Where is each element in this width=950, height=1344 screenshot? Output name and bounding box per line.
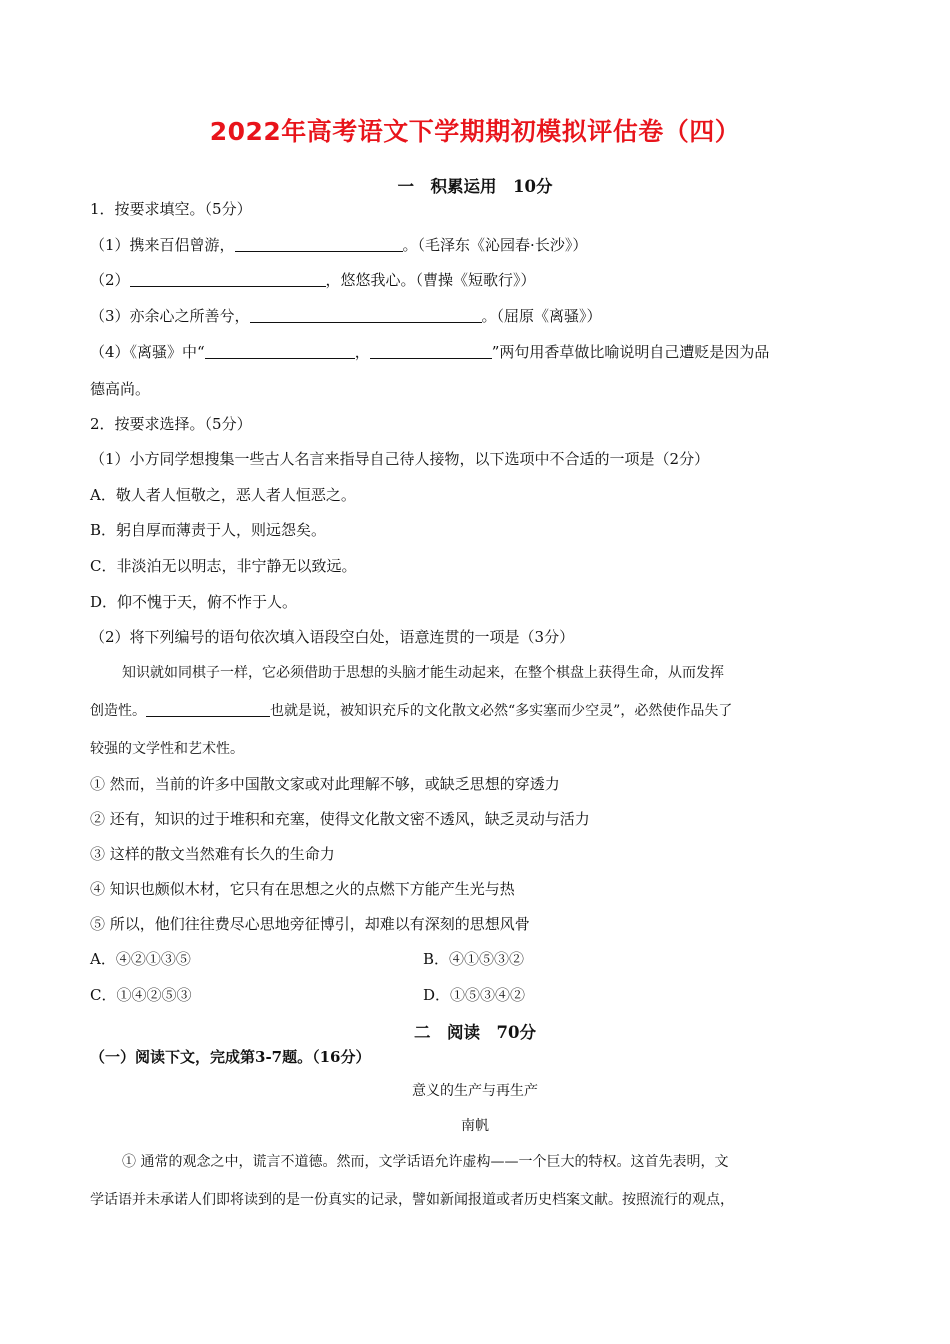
answer-blank[interactable] [205, 344, 355, 359]
section-heading-2: 二 阅读 70分 [414, 1023, 536, 1042]
q2-option-d[interactable]: D．仰不愧于天，俯不怍于人。 [90, 593, 298, 611]
q1-item-2 [90, 269, 536, 290]
reading-subheading: （一）阅读下文，完成第3-7题。（16分） [90, 1048, 371, 1066]
q2-option-b[interactable]: B．躬自厚而薄责于人，则远怨矣。 [90, 521, 327, 539]
answer-blank[interactable] [250, 308, 482, 323]
answer-blank[interactable] [130, 272, 326, 287]
article-author: 南帆 [461, 1118, 489, 1134]
q1-item-1-source: 。（毛泽东《沁园春·长沙》） [402, 236, 588, 254]
q1-item-4 [90, 341, 769, 362]
q2-part-1: （1）小方同学想搜集一些古人名言来指导自己待人接物，以下选项中不合适的一项是（2分） [90, 450, 710, 468]
answer-blank[interactable] [146, 702, 270, 717]
passage-line-3: 较强的文学性和艺术性。 [90, 741, 244, 757]
q1-item-4-comma: ， [354, 343, 370, 361]
q1-item-4-rest: ”两句用香草做比喻说明自己遭贬是因为品 [491, 343, 770, 361]
sentence-1: ① 然而，当前的许多中国散文家或对此理解不够，或缺乏思想的穿透力 [90, 775, 560, 793]
passage-line-1: 知识就如同棋子一样，它必须借助于思想的头脑才能生动起来，在整个棋盘上获得生命，从而发挥 [122, 665, 724, 681]
article-para-1-line-1: ① 通常的观念之中，谎言不道德。然而，文学话语允许虚构——一个巨大的特权。这首先表明，文 [122, 1154, 729, 1170]
q1-item-1-text: （1）携来百侣曾游， [90, 236, 235, 254]
article-title: 意义的生产与再生产 [412, 1083, 538, 1099]
answer-option-a[interactable]: A．④②①③⑤ [90, 950, 191, 968]
q2-stem: 2．按要求选择。（5分） [90, 415, 252, 433]
q2-part-2: （2）将下列编号的语句依次填入语段空白处，语意连贯的一项是（3分） [90, 628, 575, 646]
sentence-4: ④ 知识也颇似木材，它只有在思想之火的点燃下方能产生光与热 [90, 880, 515, 898]
answer-option-b[interactable]: B．④①⑤③② [423, 950, 525, 968]
sentence-3: ③ 这样的散文当然难有长久的生命力 [90, 845, 335, 863]
passage-line-2-end: 也就是说，被知识充斥的文化散文必然“多实塞而少空灵”，必然使作品失了 [270, 703, 733, 719]
q1-stem: 1．按要求填空。（5分） [90, 200, 252, 218]
section-heading-1: 一 积累运用 10分 [397, 177, 553, 196]
q2-option-c[interactable]: C．非淡泊无以明志，非宁静无以致远。 [90, 557, 357, 575]
passage-line-2-start: 创造性。 [90, 703, 146, 719]
q1-item-4-text: （4）《离骚》中“ [90, 343, 205, 361]
q1-item-2-source: ，悠悠我心。（曹操《短歌行》） [325, 271, 536, 289]
q1-item-2-text: （2） [90, 271, 130, 289]
q1-item-3-source: 。（屈原《离骚》） [481, 307, 602, 325]
answer-option-c[interactable]: C．①④②⑤③ [90, 986, 192, 1004]
passage-line-2 [90, 700, 732, 720]
q2-option-a[interactable]: A．敬人者人恒敬之，恶人者人恒恶之。 [90, 486, 356, 504]
q1-item-4-cont: 德高尚。 [90, 380, 151, 398]
exam-title: 2022年高考语文下学期期初模拟评估卷（四） [209, 117, 741, 146]
q1-item-3 [90, 305, 602, 326]
answer-option-d[interactable]: D．①⑤③④② [423, 986, 526, 1004]
sentence-5: ⑤ 所以，他们往往费尽心思地旁征博引，却难以有深刻的思想风骨 [90, 915, 530, 933]
q1-item-3-text: （3）亦余心之所善兮， [90, 307, 250, 325]
sentence-2: ② 还有，知识的过于堆积和充塞，使得文化散文密不透风，缺乏灵动与活力 [90, 810, 590, 828]
answer-blank[interactable] [235, 237, 403, 252]
q1-item-1 [90, 234, 587, 255]
article-para-1-line-2: 学话语并未承诺人们即将读到的是一份真实的记录，譬如新闻报道或者历史档案文献。按照流行的观点， [90, 1192, 734, 1208]
answer-blank[interactable] [370, 344, 492, 359]
